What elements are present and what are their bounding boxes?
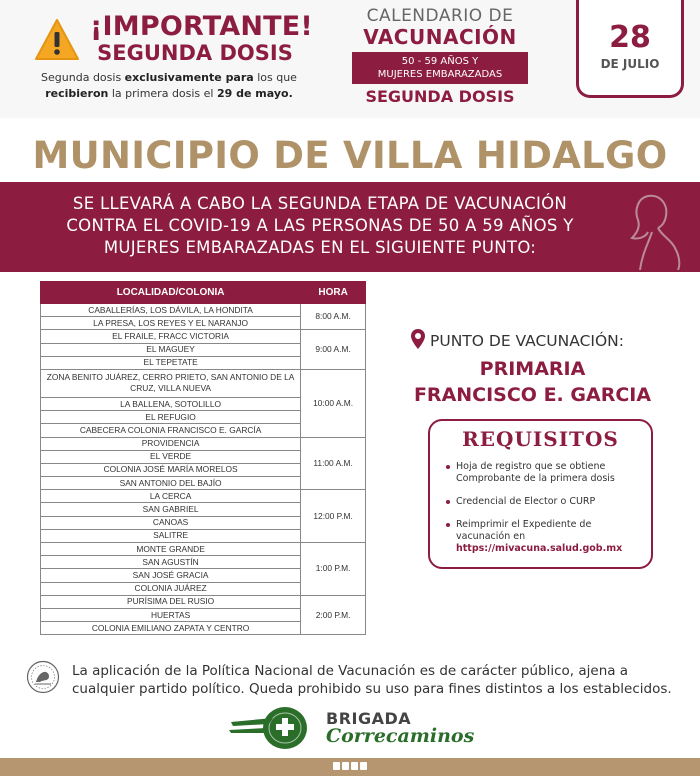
date-day: 28 (609, 20, 651, 55)
localidad-cell: COLONIA JOSÉ MARÍA MORELOS (41, 463, 301, 476)
important-note: Segunda dosis exclusivamente para los que recibieron la primera dosis el 29 de mayo. (41, 71, 297, 100)
localidad-cell: LA BALLENA, SOTOLILLO (41, 397, 301, 410)
localidad-cell: SAN GABRIEL (41, 503, 301, 516)
bullet-icon (446, 523, 450, 527)
localidad-cell: MONTE GRANDE (41, 543, 301, 556)
location-pin-icon (410, 328, 426, 350)
localidad-cell: SAN JOSÉ GRACIA (41, 569, 301, 582)
localidad-cell: EL FRAILE, FRACC VICTORIA (41, 330, 301, 343)
localidad-cell: EL REFUGIO (41, 411, 301, 424)
table-row (41, 543, 366, 556)
calendar-line3: SEGUNDA DOSIS (365, 87, 515, 106)
localidad-cell: COLONIA JUÁREZ (41, 582, 301, 595)
hora-cell: 12:00 P.M. (301, 490, 366, 543)
localidad-cell: LA CERCA (41, 490, 301, 503)
banner-line1: SE LLEVARÁ A CABO LA SEGUNDA ETAPA DE VACUNACIÓN (72, 194, 568, 213)
instagram-icon[interactable] (351, 762, 358, 770)
mexico-seal-icon (26, 660, 60, 694)
punto-name (395, 356, 670, 408)
localidad-cell: EL VERDE (41, 450, 301, 463)
col-localidad-header: LOCALIDAD/COLONIA (41, 282, 301, 304)
col-hora-header: HORA (301, 282, 366, 304)
table-row (41, 490, 366, 503)
table-row (41, 304, 366, 317)
announcement-banner (0, 182, 700, 272)
footer-disclaimer: La aplicación de la Política Nacional de Vacunación es de carácter público, ajena a cualquier partido político. Queda prohibido su uso para fines distintos a los establecidos. (72, 663, 672, 697)
table-row (41, 330, 366, 343)
localidad-cell: PROVIDENCIA (41, 437, 301, 450)
localidad-cell: HUERTAS (41, 608, 301, 621)
localidad-cell: ZONA BENITO JUÁREZ, CERRO PRIETO, SAN ANTONIO DE LA CRUZ, VILLA NUEVA (41, 369, 301, 397)
requisitos-box (428, 419, 653, 569)
localidad-cell: EL TEPETATE (41, 356, 301, 369)
twitter-icon[interactable] (342, 762, 349, 770)
table-row (41, 369, 366, 397)
banner-text (20, 193, 620, 259)
schedule-table (40, 281, 366, 635)
banner-line2: CONTRA EL COVID-19 A LAS PERSONAS DE 50 A 59 AÑOS Y (66, 216, 574, 235)
bullet-icon (446, 465, 450, 469)
date-month: DE JULIO (600, 57, 660, 71)
brigada-line2: Correcaminos (326, 725, 475, 747)
table-header-row (41, 282, 366, 304)
calendar-title-block (340, 6, 540, 106)
hora-cell: 11:00 A.M. (301, 437, 366, 490)
calendar-age-box (352, 52, 528, 84)
vacuna-link[interactable]: https://mivacuna.salud.gob.mx (456, 543, 623, 554)
localidad-cell: CABALLERÍAS, LOS DÁVILA, LA HONDITA (41, 304, 301, 317)
localidad-cell: SALITRE (41, 529, 301, 542)
localidad-cell: SAN AGUSTÍN (41, 556, 301, 569)
youtube-icon[interactable] (360, 762, 367, 770)
bottom-bar (0, 758, 700, 776)
hora-cell: 8:00 A.M. (301, 304, 366, 330)
calendar-box-line2: MUJERES EMBARAZADAS (377, 69, 503, 80)
localidad-cell: SAN ANTONIO DEL BAJÍO (41, 477, 301, 490)
localidad-cell: EL MAGUEY (41, 343, 301, 356)
list-item: Hoja de registro que se obtiene Comprobante de la primera dosis (446, 461, 646, 485)
localidad-cell: COLONIA EMILIANO ZAPATA Y CENTRO (41, 622, 301, 635)
header (0, 0, 700, 118)
bullet-icon (446, 500, 450, 504)
calendar-line1: CALENDARIO DE (366, 6, 514, 26)
hora-cell: 2:00 P.M. (301, 595, 366, 635)
important-subtitle: SEGUNDA DOSIS (97, 41, 293, 65)
date-box (576, 0, 684, 98)
hora-cell: 1:00 P.M. (301, 543, 366, 596)
facebook-icon[interactable] (333, 762, 340, 770)
hora-cell: 10:00 A.M. (301, 369, 366, 437)
calendar-box-line1: 50 - 59 AÑOS Y (401, 56, 479, 67)
calendar-line2: VACUNACIÓN (363, 25, 517, 49)
hora-cell: 9:00 A.M. (301, 330, 366, 370)
localidad-cell: CABECERA COLONIA FRANCISCO E. GARCÍA (41, 424, 301, 437)
localidad-cell: LA PRESA, LOS REYES Y EL NARANJO (41, 317, 301, 330)
brigada-line1: BRIGADA (326, 709, 412, 728)
punto-label: PUNTO DE VACUNACIÓN: (430, 332, 624, 350)
social-icons (333, 762, 367, 770)
punto-name-line1: PRIMARIA (479, 358, 586, 380)
localidad-cell: PURÍSIMA DEL RUSIO (41, 595, 301, 608)
requisitos-title: REQUISITOS (462, 427, 619, 451)
punto-name-line2: FRANCISCO E. GARCIA (413, 384, 652, 406)
banner-line3: MUJERES EMBARAZADAS EN EL SIGUIENTE PUNTO: (103, 238, 537, 257)
warning-icon (34, 18, 80, 62)
localidad-cell: CANOAS (41, 516, 301, 529)
list-item: Credencial de Elector o CURP (446, 496, 646, 508)
table-row (41, 437, 366, 450)
brigada-logo-icon (229, 702, 321, 752)
requisitos-list (446, 461, 646, 566)
municipio-title: MUNICIPIO DE VILLA HIDALGO (32, 134, 668, 177)
list-item: Reimprimir el Expediente de vacunación en https://mivacuna.salud.gob.mx (446, 519, 646, 555)
table-row (41, 595, 366, 608)
woman-silhouette-icon (618, 186, 694, 270)
important-title: ¡IMPORTANTE! (90, 11, 313, 42)
